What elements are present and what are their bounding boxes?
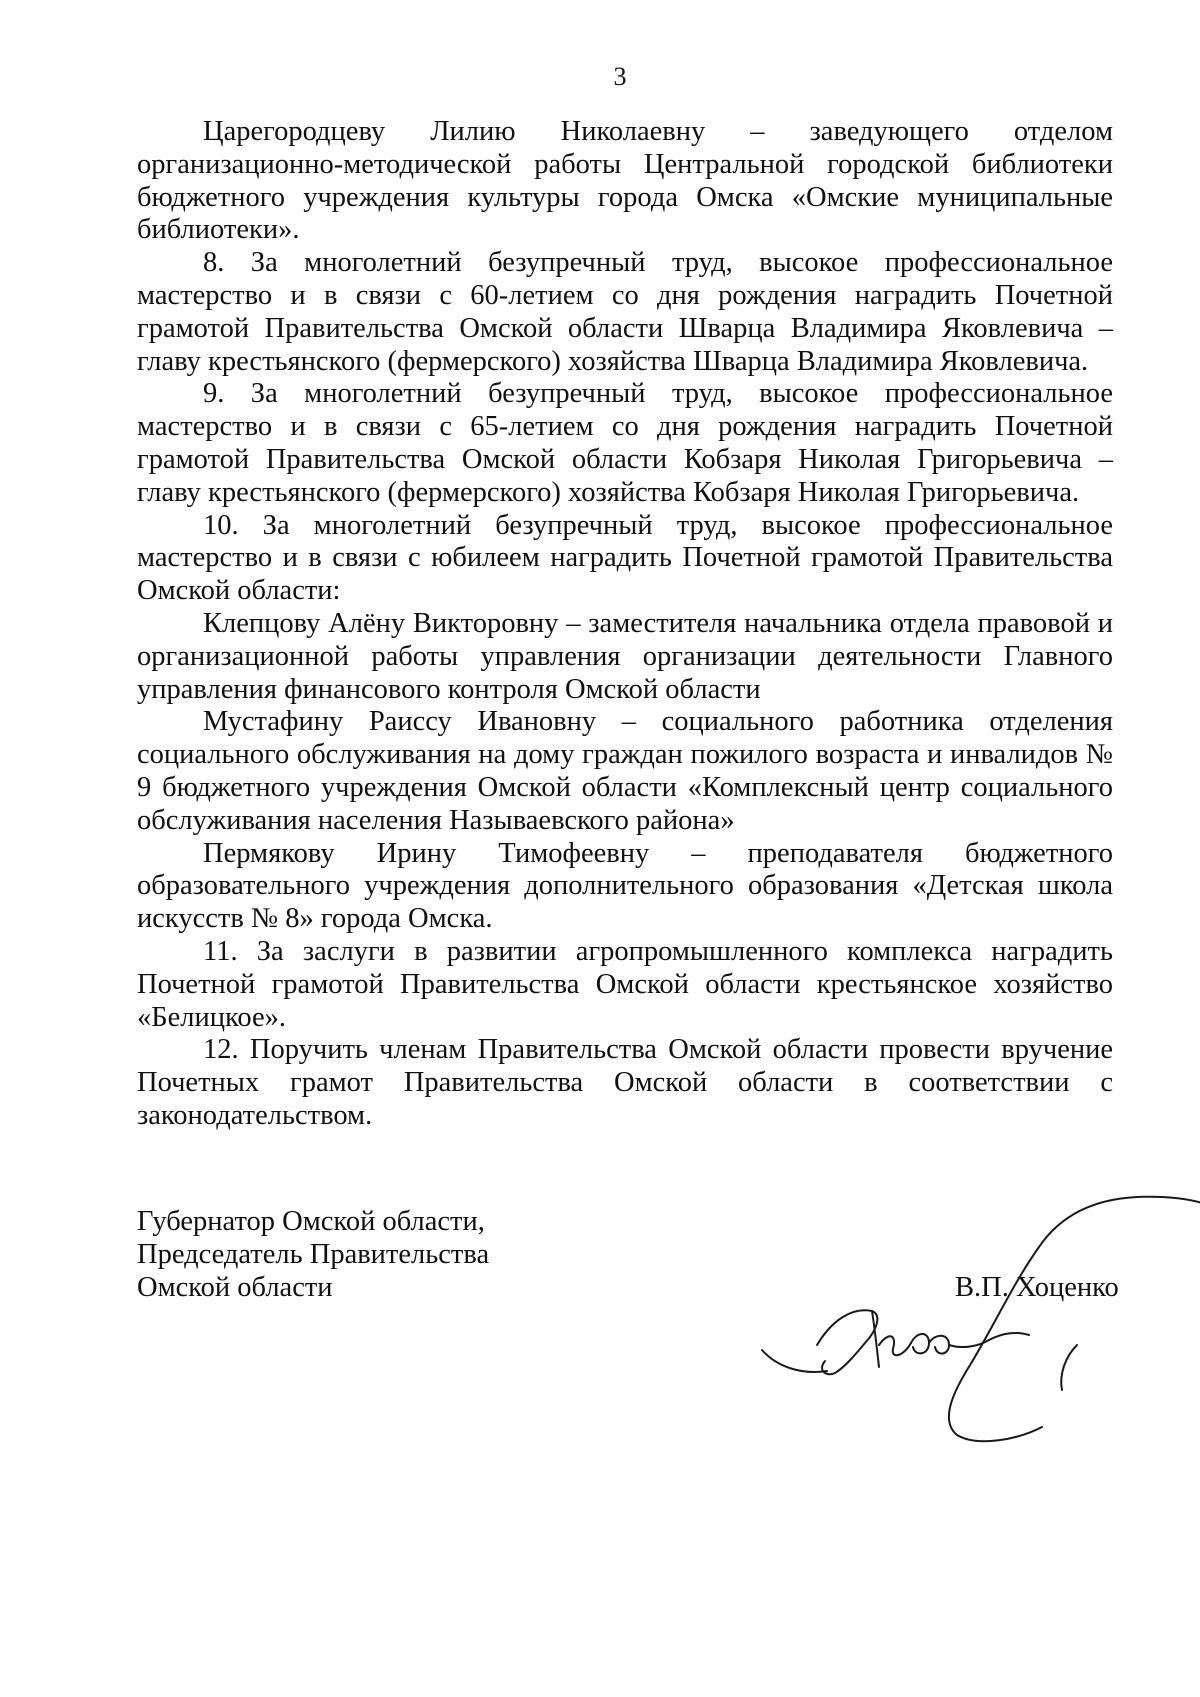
signer-name: В.П. Хоценко <box>955 1272 1119 1303</box>
paragraph-item-12: 12. Поручить членам Правительства Омской области провести вручение Почетных грамот Правительства Омской области в соответствии с законодательством. <box>137 1034 1113 1131</box>
paragraph-tsaregorodtseva: Царегородцеву Лилию Николаевну – заведующего отделом организационно-методической работы Центральной городской библиотеки бюджетного учреждения культуры города Омска «Омские муниципальные библиотеки». <box>137 116 1113 246</box>
page-number: 3 <box>613 62 627 91</box>
paragraph-permyakova: Пермякову Ирину Тимофеевну – преподавателя бюджетного образовательного учреждения дополнительного образования «Детская школа искусств № 8» города Омска. <box>137 837 1113 935</box>
paragraph-item-10: 10. За многолетний безупречный труд, высокое профессиональное мастерство и в связи с юбилеем наградить Почетной грамотой Правительства Омской области: <box>137 509 1113 607</box>
paragraph-mustafina: Мустафину Раиссу Ивановну – социального работника отделения социального обслуживания на дому граждан пожилого возраста и инвалидов № 9 бюджетного учреждения Омской области «Комплексный центр социального обслуживания населения Называевского района» <box>137 706 1113 836</box>
signer-position-line-3: Омской области <box>137 1272 333 1303</box>
paragraph-item-9: 9. За многолетний безупречный труд, высокое профессиональное мастерство и в связи с 65-летием со дня рождения наградить Почетной грамотой Правительства Омской области Кобзаря Николая Григорьевича – главу крестьянского (фермерского) хозяйства Кобзаря Николая Григорьевича. <box>137 378 1113 508</box>
signer-position-line-1: Губернатор Омской области, <box>137 1206 485 1237</box>
signer-position-line-2: Председатель Правительства <box>137 1239 490 1270</box>
handwritten-signature <box>667 1135 1200 1395</box>
signer-position <box>137 1205 489 1304</box>
signature-block <box>137 1205 1119 1365</box>
paragraph-item-11: 11. За заслуги в развитии агропромышленного комплекса наградить Почетной грамотой Правительства Омской области крестьянское хозяйство «Белицкое». <box>137 935 1113 1033</box>
paragraph-item-8: 8. За многолетний безупречный труд, высокое профессиональное мастерство и в связи с 60-летием со дня рождения наградить Почетной грамотой Правительства Омской области Шварца Владимира Яковлевича – главу крестьянского (фермерского) хозяйства Шварца Владимира Яковлевича. <box>137 247 1113 377</box>
paragraph-kleptsova: Клепцову Алёну Викторовну – заместителя начальника отдела правовой и организационной работы управления организации деятельности Главного управления финансового контроля Омской области <box>137 607 1113 705</box>
document-body <box>137 116 1113 1133</box>
